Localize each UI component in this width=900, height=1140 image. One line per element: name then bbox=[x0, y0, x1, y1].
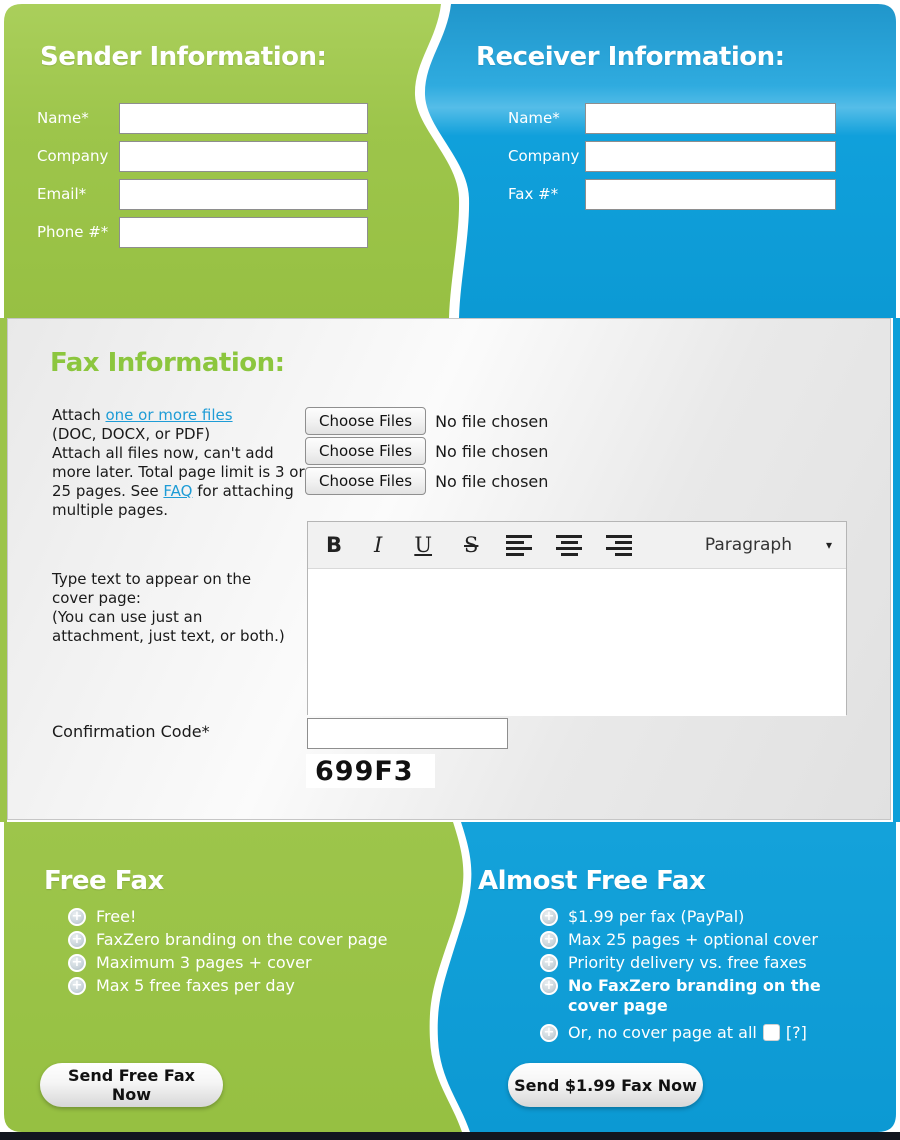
sender-company-row bbox=[37, 141, 368, 172]
footer-bar bbox=[0, 1132, 900, 1140]
choose-files-button-2[interactable]: Choose Files bbox=[305, 437, 426, 465]
sender-email-label: Email* bbox=[37, 185, 87, 203]
paragraph-style-dropdown[interactable] bbox=[705, 535, 832, 555]
underline-icon[interactable]: U bbox=[410, 533, 436, 558]
sender-name-label: Name* bbox=[37, 109, 89, 127]
cover-text-input-area[interactable] bbox=[308, 569, 846, 716]
file-row-2 bbox=[305, 436, 548, 466]
plus-bullet-icon: + bbox=[68, 977, 86, 995]
attach-body-1: Attach all files now, can't add more later. Total page limit is 3 or 25 pages. See bbox=[52, 444, 305, 500]
no-file-chosen-2: No file chosen bbox=[435, 441, 549, 461]
receiver-fax-label: Fax #* bbox=[508, 185, 559, 203]
list-item bbox=[540, 907, 840, 927]
cover-text-label bbox=[52, 570, 307, 646]
file-row-1 bbox=[305, 406, 548, 436]
align-right-icon[interactable] bbox=[606, 533, 632, 558]
list-item bbox=[68, 953, 398, 973]
free-fax-feature-list bbox=[68, 907, 398, 999]
cover-text-line2: cover page: bbox=[52, 589, 141, 607]
no-file-chosen-1: No file chosen bbox=[435, 411, 549, 431]
receiver-company-label: Company bbox=[508, 147, 580, 165]
list-item bbox=[68, 907, 398, 927]
sender-phone-input[interactable] bbox=[119, 217, 368, 248]
no-cover-page-checkbox[interactable] bbox=[763, 1024, 780, 1041]
paid-item-2: Max 25 pages + optional cover bbox=[568, 930, 818, 949]
align-left-icon[interactable] bbox=[506, 533, 532, 558]
file-row-3 bbox=[305, 466, 548, 496]
free-item-4: Max 5 free faxes per day bbox=[96, 976, 295, 995]
strikethrough-icon[interactable]: S bbox=[460, 533, 482, 558]
list-item bbox=[68, 930, 398, 950]
paid-fax-title: Almost Free Fax bbox=[478, 866, 706, 896]
sender-phone-label: Phone #* bbox=[37, 223, 109, 241]
paid-item-3: Priority delivery vs. free faxes bbox=[568, 953, 807, 972]
choose-files-button-3[interactable]: Choose Files bbox=[305, 467, 426, 495]
receiver-name-row bbox=[508, 103, 836, 134]
receiver-section-title: Receiver Information: bbox=[476, 42, 785, 72]
cover-text-line4: attachment, just text, or both.) bbox=[52, 627, 285, 645]
plus-bullet-icon: + bbox=[540, 954, 558, 972]
sender-name-input[interactable] bbox=[119, 103, 368, 134]
plus-bullet-icon: + bbox=[68, 954, 86, 972]
faq-link[interactable]: FAQ bbox=[163, 482, 193, 500]
sender-section-title: Sender Information: bbox=[40, 42, 327, 72]
paid-item-1: $1.99 per fax (PayPal) bbox=[568, 907, 745, 926]
blue-edge-strip bbox=[893, 318, 900, 822]
captcha-image bbox=[306, 754, 435, 788]
list-item bbox=[540, 930, 840, 950]
free-item-2: FaxZero branding on the cover page bbox=[96, 930, 388, 949]
plus-bullet-icon: + bbox=[68, 908, 86, 926]
receiver-company-input[interactable] bbox=[585, 141, 836, 172]
cover-text-editor bbox=[307, 521, 847, 715]
bold-icon[interactable]: B bbox=[322, 533, 346, 558]
list-item bbox=[540, 953, 840, 973]
confirmation-code-input[interactable] bbox=[307, 718, 508, 749]
plus-bullet-icon: + bbox=[540, 931, 558, 949]
attach-body-2: for attaching multiple pages. bbox=[52, 482, 294, 519]
attach-formats: (DOC, DOCX, or PDF) bbox=[52, 425, 211, 443]
help-link[interactable]: [?] bbox=[785, 1023, 807, 1042]
send-free-fax-button[interactable]: Send Free Fax Now bbox=[40, 1063, 223, 1107]
receiver-fax-row bbox=[508, 179, 836, 210]
no-file-chosen-3: No file chosen bbox=[435, 471, 549, 491]
one-or-more-files-link[interactable]: one or more files bbox=[105, 406, 233, 424]
paid-fax-feature-list bbox=[540, 907, 840, 1046]
receiver-company-row bbox=[508, 141, 836, 172]
paid-item-4: No FaxZero branding on the cover page bbox=[568, 976, 821, 1015]
list-item bbox=[540, 1023, 840, 1043]
plus-bullet-icon: + bbox=[68, 931, 86, 949]
attach-prefix: Attach bbox=[52, 406, 106, 424]
plus-bullet-icon: + bbox=[540, 908, 558, 926]
receiver-name-label: Name* bbox=[508, 109, 560, 127]
attach-instructions bbox=[52, 406, 314, 520]
captcha-code-text: 699F3 bbox=[315, 755, 414, 787]
sender-email-row bbox=[37, 179, 368, 210]
fax-info-title: Fax Information: bbox=[50, 348, 285, 378]
paragraph-dropdown-label: Paragraph bbox=[704, 535, 792, 555]
free-fax-title: Free Fax bbox=[44, 866, 164, 896]
italic-icon[interactable]: I bbox=[370, 533, 386, 558]
align-center-icon[interactable] bbox=[556, 533, 582, 558]
editor-toolbar bbox=[308, 522, 846, 569]
sender-company-input[interactable] bbox=[119, 141, 368, 172]
sender-name-row bbox=[37, 103, 368, 134]
plus-bullet-icon: + bbox=[540, 1024, 558, 1042]
list-item bbox=[68, 976, 398, 996]
confirmation-code-label: Confirmation Code* bbox=[52, 722, 210, 741]
free-item-3: Maximum 3 pages + cover bbox=[96, 953, 312, 972]
send-paid-fax-button[interactable]: Send $1.99 Fax Now bbox=[508, 1063, 703, 1107]
list-item bbox=[540, 976, 840, 1016]
receiver-name-input[interactable] bbox=[585, 103, 836, 134]
choose-files-button-1[interactable]: Choose Files bbox=[305, 407, 426, 435]
sender-phone-row bbox=[37, 217, 368, 248]
free-item-1: Free! bbox=[96, 907, 137, 926]
sender-company-label: Company bbox=[37, 147, 109, 165]
green-edge-strip bbox=[0, 318, 7, 822]
no-cover-page-label: Or, no cover page at all bbox=[568, 1023, 757, 1042]
sender-email-input[interactable] bbox=[119, 179, 368, 210]
cover-text-line3: (You can use just an bbox=[52, 608, 203, 626]
cover-text-line1: Type text to appear on the bbox=[52, 570, 252, 588]
paid-item-5 bbox=[568, 1023, 807, 1043]
chevron-down-icon: ▾ bbox=[825, 538, 832, 552]
receiver-fax-input[interactable] bbox=[585, 179, 836, 210]
file-inputs bbox=[305, 406, 548, 496]
plus-bullet-icon: + bbox=[540, 977, 558, 995]
